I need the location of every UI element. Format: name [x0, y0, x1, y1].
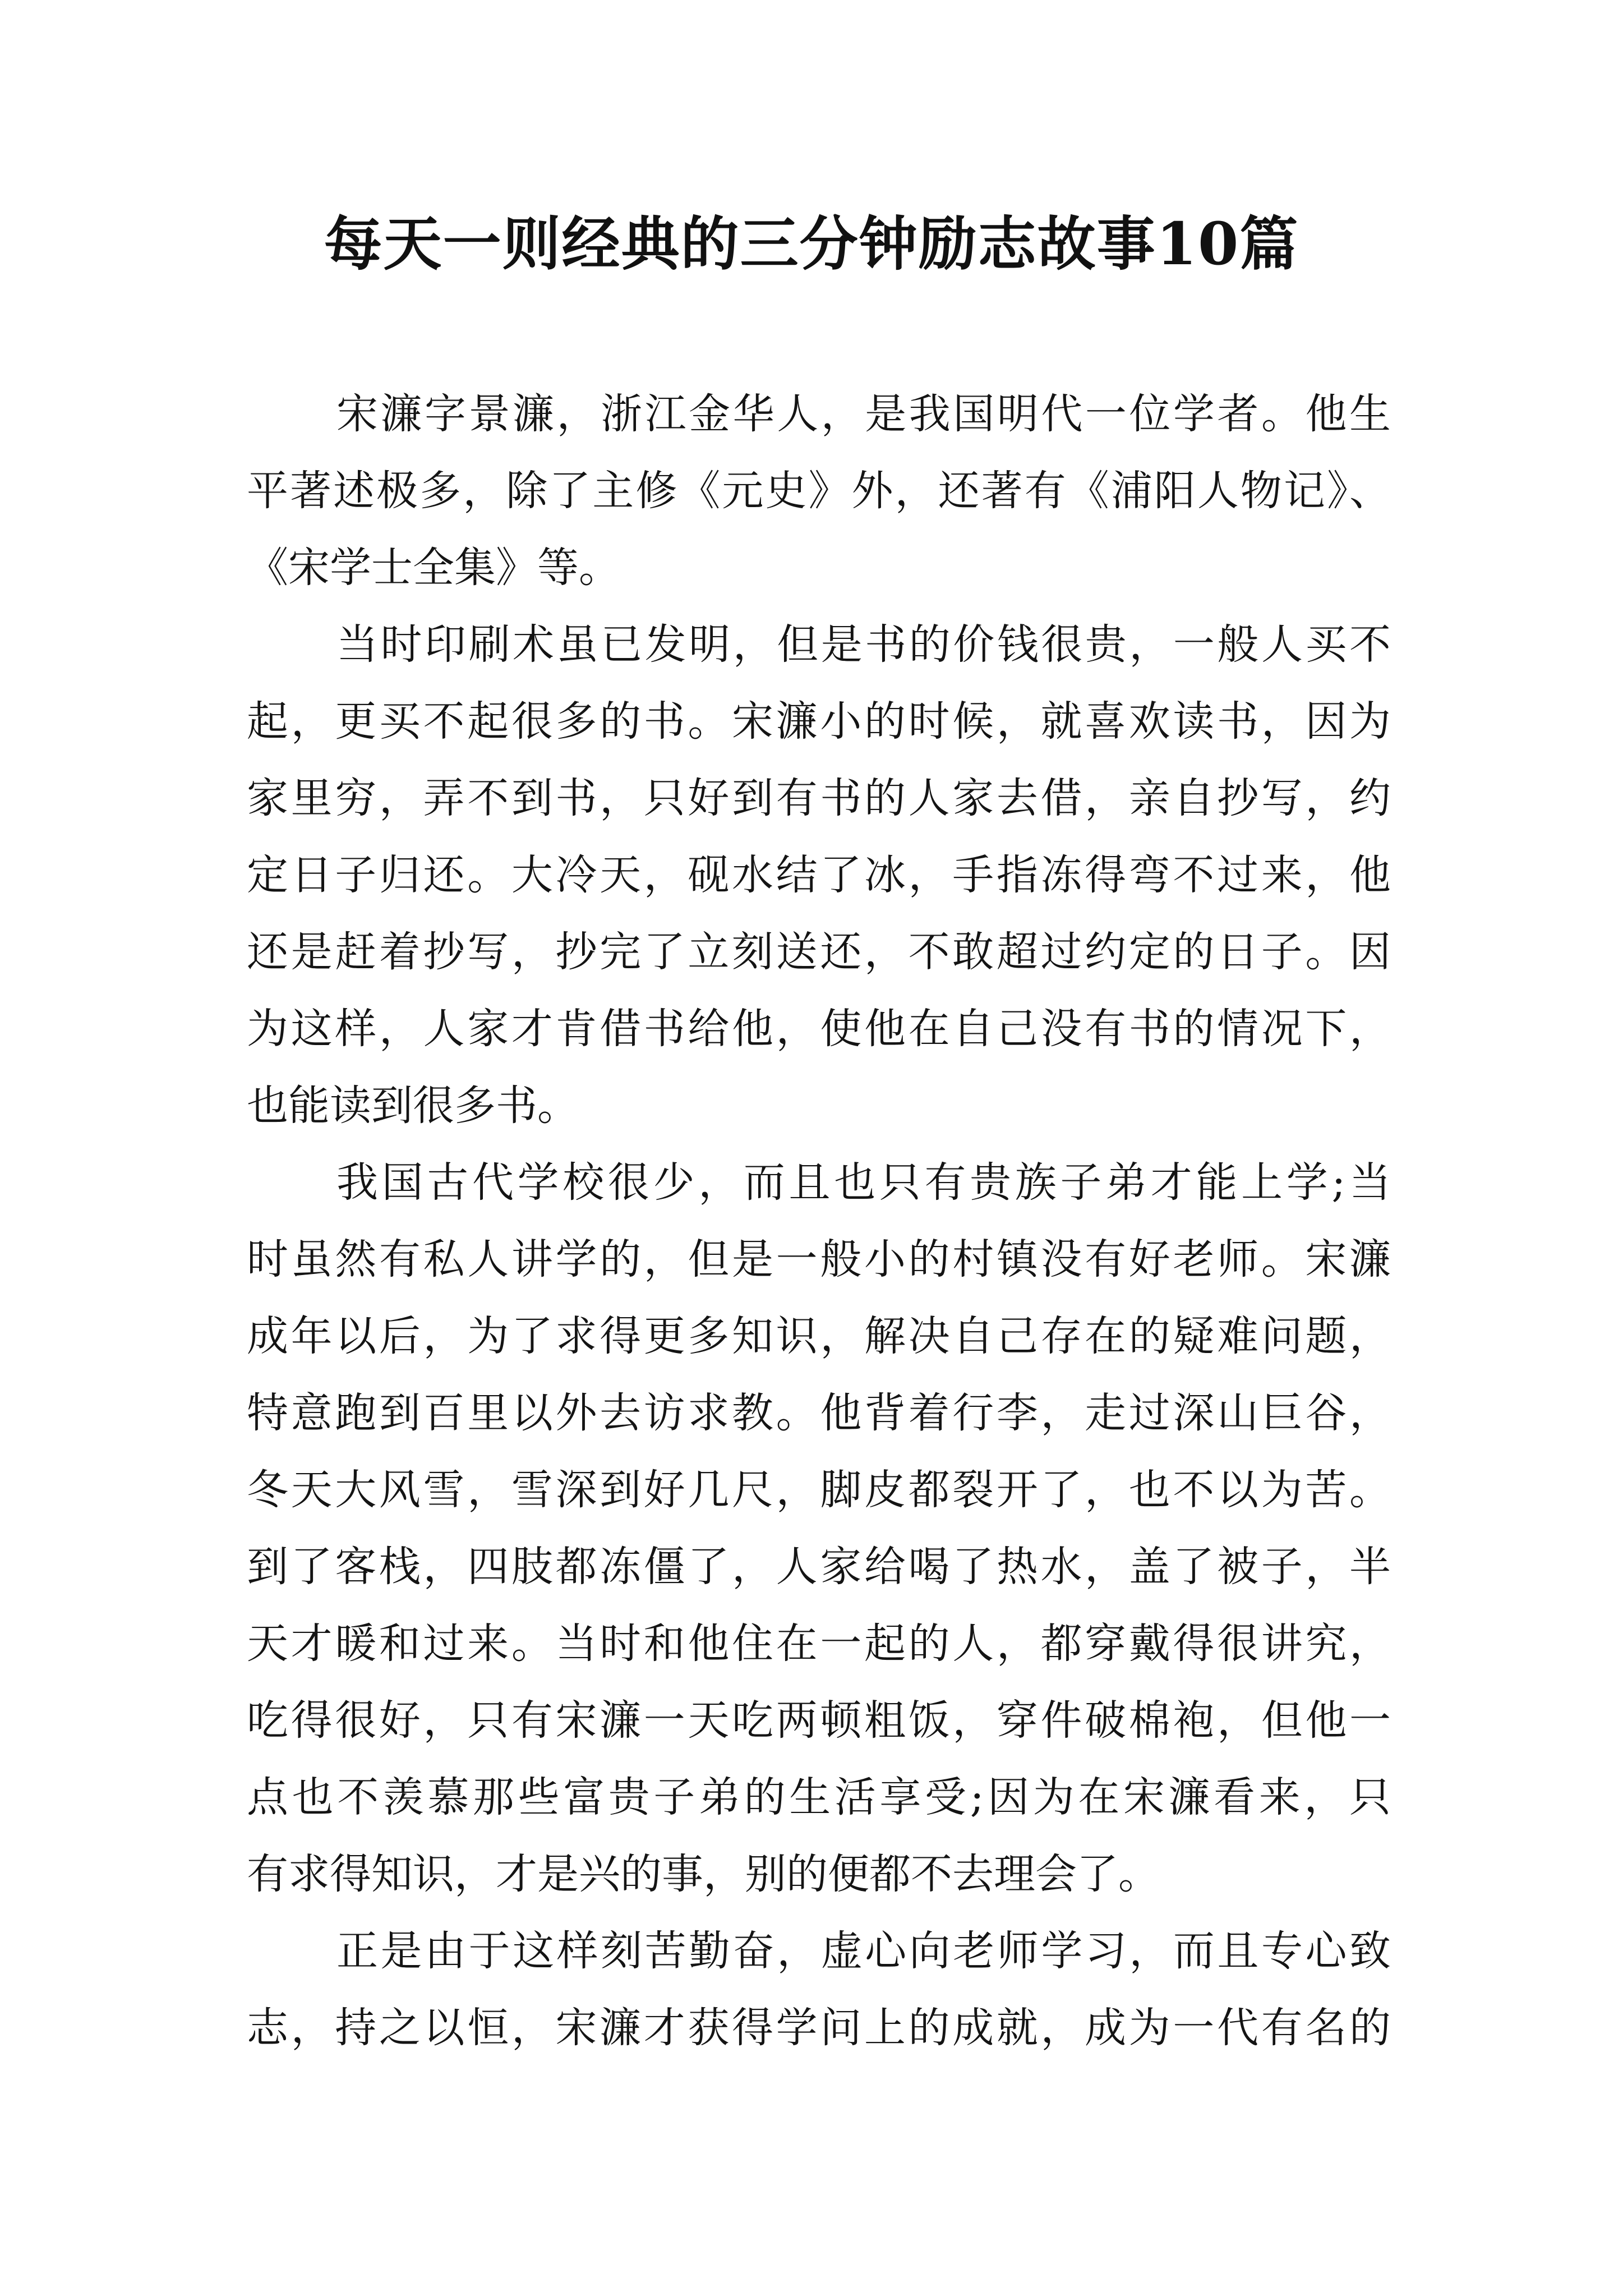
paragraph-line: 为这样，人家才肯借书给他，使他在自己没有书的情况下，	[247, 1005, 1391, 1053]
paragraph-line: 当时印刷术虽已发明，但是书的价钱很贵，一般人买不	[336, 620, 1391, 669]
paragraph-line: 成年以后，为了求得更多知识，解决自己存在的疑难问题，	[247, 1312, 1391, 1360]
paragraph-line: 《宋学士全集》等。	[247, 544, 620, 592]
paragraph-line: 到了客栈，四肢都冻僵了，人家给喝了热水，盖了被子，半	[247, 1543, 1391, 1591]
document-body	[247, 376, 1391, 2067]
paragraph-line: 特意跑到百里以外去访求教。他背着行李，走过深山巨谷，	[247, 1389, 1391, 1437]
paragraph-line: 有求得知识，才是兴的事，别的便都不去理会了。	[247, 1850, 1160, 1898]
paragraph-line: 正是由于这样刻苦勤奋，虚心向老师学习，而且专心致	[336, 1927, 1391, 1975]
paragraph-line: 家里穷，弄不到书，只好到有书的人家去借，亲自抄写，约	[247, 774, 1391, 822]
document-title: 每天一则经典的三分钟励志故事10篇	[324, 209, 1299, 278]
paragraph-line: 冬天大风雪，雪深到好几尺，脚皮都裂开了，也不以为苦。	[247, 1466, 1391, 1514]
paragraph-line: 志，持之以恒，宋濂才获得学问上的成就，成为一代有名的	[247, 2004, 1391, 2052]
paragraph-line: 平著述极多，除了主修《元史》外，还著有《浦阳人物记》、	[247, 467, 1391, 515]
paragraph-line: 也能读到很多书。	[247, 1082, 579, 1130]
paragraph-line: 宋濂字景濂，浙江金华人，是我国明代一位学者。他生	[336, 390, 1391, 438]
paragraph-line: 起，更买不起很多的书。宋濂小的时候，就喜欢读书，因为	[247, 697, 1391, 746]
paragraph-line: 定日子归还。大冷天，砚水结了冰，手指冻得弯不过来，他	[247, 851, 1391, 899]
paragraph-line: 我国古代学校很少，而且也只有贵族子弟才能上学;当	[336, 1158, 1391, 1207]
paragraph-line: 吃得很好，只有宋濂一天吃两顿粗饭，穿件破棉袍，但他一	[247, 1696, 1391, 1745]
paragraph-line: 还是赶着抄写，抄完了立刻送还，不敢超过约定的日子。因	[247, 928, 1391, 976]
paragraph-line: 点也不羡慕那些富贵子弟的生活享受;因为在宋濂看来，只	[247, 1773, 1391, 1821]
paragraph-line: 时虽然有私人讲学的，但是一般小的村镇没有好老师。宋濂	[247, 1235, 1391, 1283]
paragraph-line: 天才暖和过来。当时和他住在一起的人，都穿戴得很讲究，	[247, 1619, 1391, 1668]
